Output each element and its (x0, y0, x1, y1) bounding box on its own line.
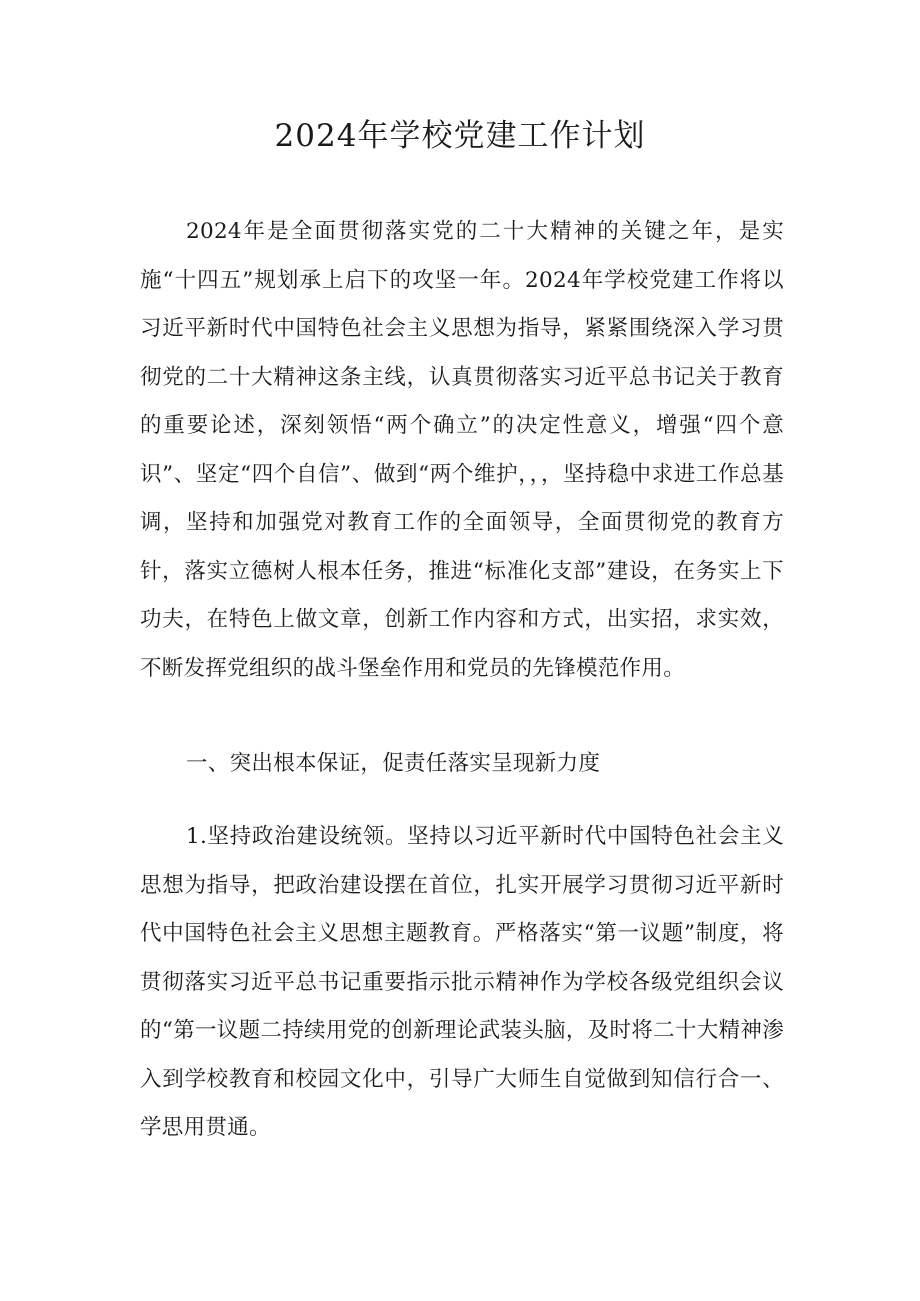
section-item-paragraph: 1.坚持政治建设统领。坚持以习近平新时代中国特色社会主义思想为指导，把政治建设摆在首位，扎实开展学习贯彻习近平新时代中国特色社会主义思想主题教育。严格落实“第一议题”制度，将贯彻落实习近平总书记重要指示批示精神作为学校各级党组织会议的“第一议题二持续用党的创新理论武装头脑，及时将二十大精神渗入到学校教育和校园文化中，引导广大师生自觉做到知信行合一、学思用贯通。 (140, 824, 784, 1140)
section-heading: 一、突出根本保证，促责任落实呈现新力度 (186, 751, 601, 776)
intro-paragraph: 2024年是全面贯彻落实党的二十大精神的关键之年，是实施“十四五”规划承上启下的攻坚一年。2024年学校党建工作将以习近平新时代中国特色社会主义思想为指导，紧紧围绕深入学习贯彻党的二十大精神这条主线，认真贯彻落实习近平总书记关于教育的重要论述，深刻领悟“两个确立”的决定性意义，增强“四个意识”、坚定“四个自信”、做到“两个维护，，，坚持稳中求进工作总基调，坚持和加强党对教育工作的全面领导，全面贯彻党的教育方针，落实立德树人根本任务，推进“标准化支部”建设，在务实上下功夫，在特色上做文章，创新工作内容和方式，出实招，求实效，不断发挥党组织的战斗堡垒作用和党员的先锋模范作用。 (140, 219, 784, 681)
document-title: 2024年学校党建工作计划 (274, 118, 646, 154)
